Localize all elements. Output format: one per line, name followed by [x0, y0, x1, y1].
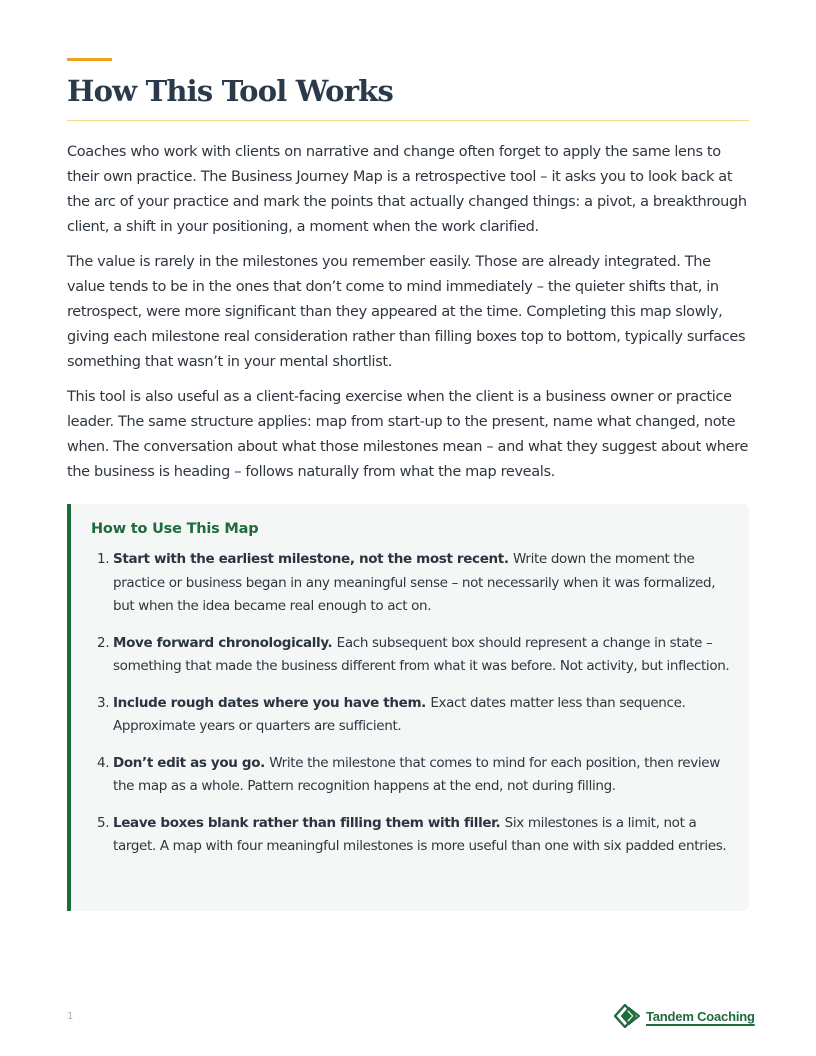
- brand-name: Tandem Coaching: [646, 1008, 755, 1024]
- step-lead: Leave boxes blank rather than filling them with filler.: [113, 814, 505, 831]
- page-title: How This Tool Works: [67, 74, 394, 108]
- intro-text: [67, 140, 749, 495]
- step-text: Each subsequent box should represent a change in state – something that made the business different from what it was before. Not activity, but inflection.: [113, 634, 730, 674]
- how-to-use-callout: [67, 504, 749, 911]
- step-number: 5.: [97, 814, 110, 831]
- step-lead: Include rough dates where you have them.: [113, 694, 431, 711]
- step-text: Exact dates matter less than sequence. Approximate years or quarters are sufficient.: [113, 694, 686, 734]
- step-lead: Start with the earliest milestone, not the most recent.: [113, 551, 513, 567]
- page-number: 1: [67, 1011, 74, 1022]
- step-item: [91, 752, 731, 799]
- step-item: [91, 692, 731, 739]
- intro-paragraph-3: This tool is also useful as a client-facing exercise when the client is a business owner or practice leader. The same structure applies: map from start-up to the present, name what changed, note when. The conversation about what those milestones mean – and what they suggest about where the business is heading – follows naturally from what the map reveals.: [67, 389, 749, 480]
- step-text: Six milestones is a limit, not a target. A map with four meaningful milestones is more useful than one with six padded entries.: [113, 814, 727, 854]
- intro-paragraph-1: Coaches who work with clients on narrative and change often forget to apply the same lens to their own practice. The Business Journey Map is a retrospective tool – it asks you to look back at the arc of your practice and mark the points that actually changed things: a pivot, a breakthrough client, a shift in your positioning, a moment when the work clarified.: [67, 144, 747, 235]
- step-number: 3.: [97, 694, 110, 711]
- step-text: Write down the moment the practice or business began in any meaningful sense – not necessarily when it was formalized, but when the idea became real enough to act on.: [113, 551, 716, 614]
- step-number: 2.: [97, 634, 110, 651]
- step-number: 4.: [97, 754, 110, 771]
- step-number: 1.: [97, 551, 110, 567]
- step-lead: Move forward chronologically.: [113, 634, 337, 651]
- step-lead: Don’t edit as you go.: [113, 754, 270, 771]
- callout-heading: How to Use This Map: [91, 521, 259, 537]
- title-accent-bar: [67, 58, 112, 61]
- step-item: [91, 632, 731, 679]
- intro-paragraph-2: The value is rarely in the milestones you remember easily. Those are already integrated. The value tends to be in the ones that don’t come to mind immediately – the quieter shifts that, in retrospect, were more significant than they appeared at the time. Completing this map slowly, giving each milestone real consideration rather than filling boxes top to bottom, typically surfaces something that wasn’t in your mental shortlist.: [67, 254, 746, 370]
- diamond-logo-icon: [614, 1004, 640, 1028]
- step-item: [91, 812, 731, 859]
- brand-logo: [614, 1004, 755, 1028]
- step-text: Write the milestone that comes to mind for each position, then review the map as a whole. Pattern recognition happens at the end, not during filling.: [113, 754, 720, 794]
- step-item: [91, 548, 731, 619]
- title-divider: [67, 120, 749, 121]
- steps-list: [91, 548, 731, 872]
